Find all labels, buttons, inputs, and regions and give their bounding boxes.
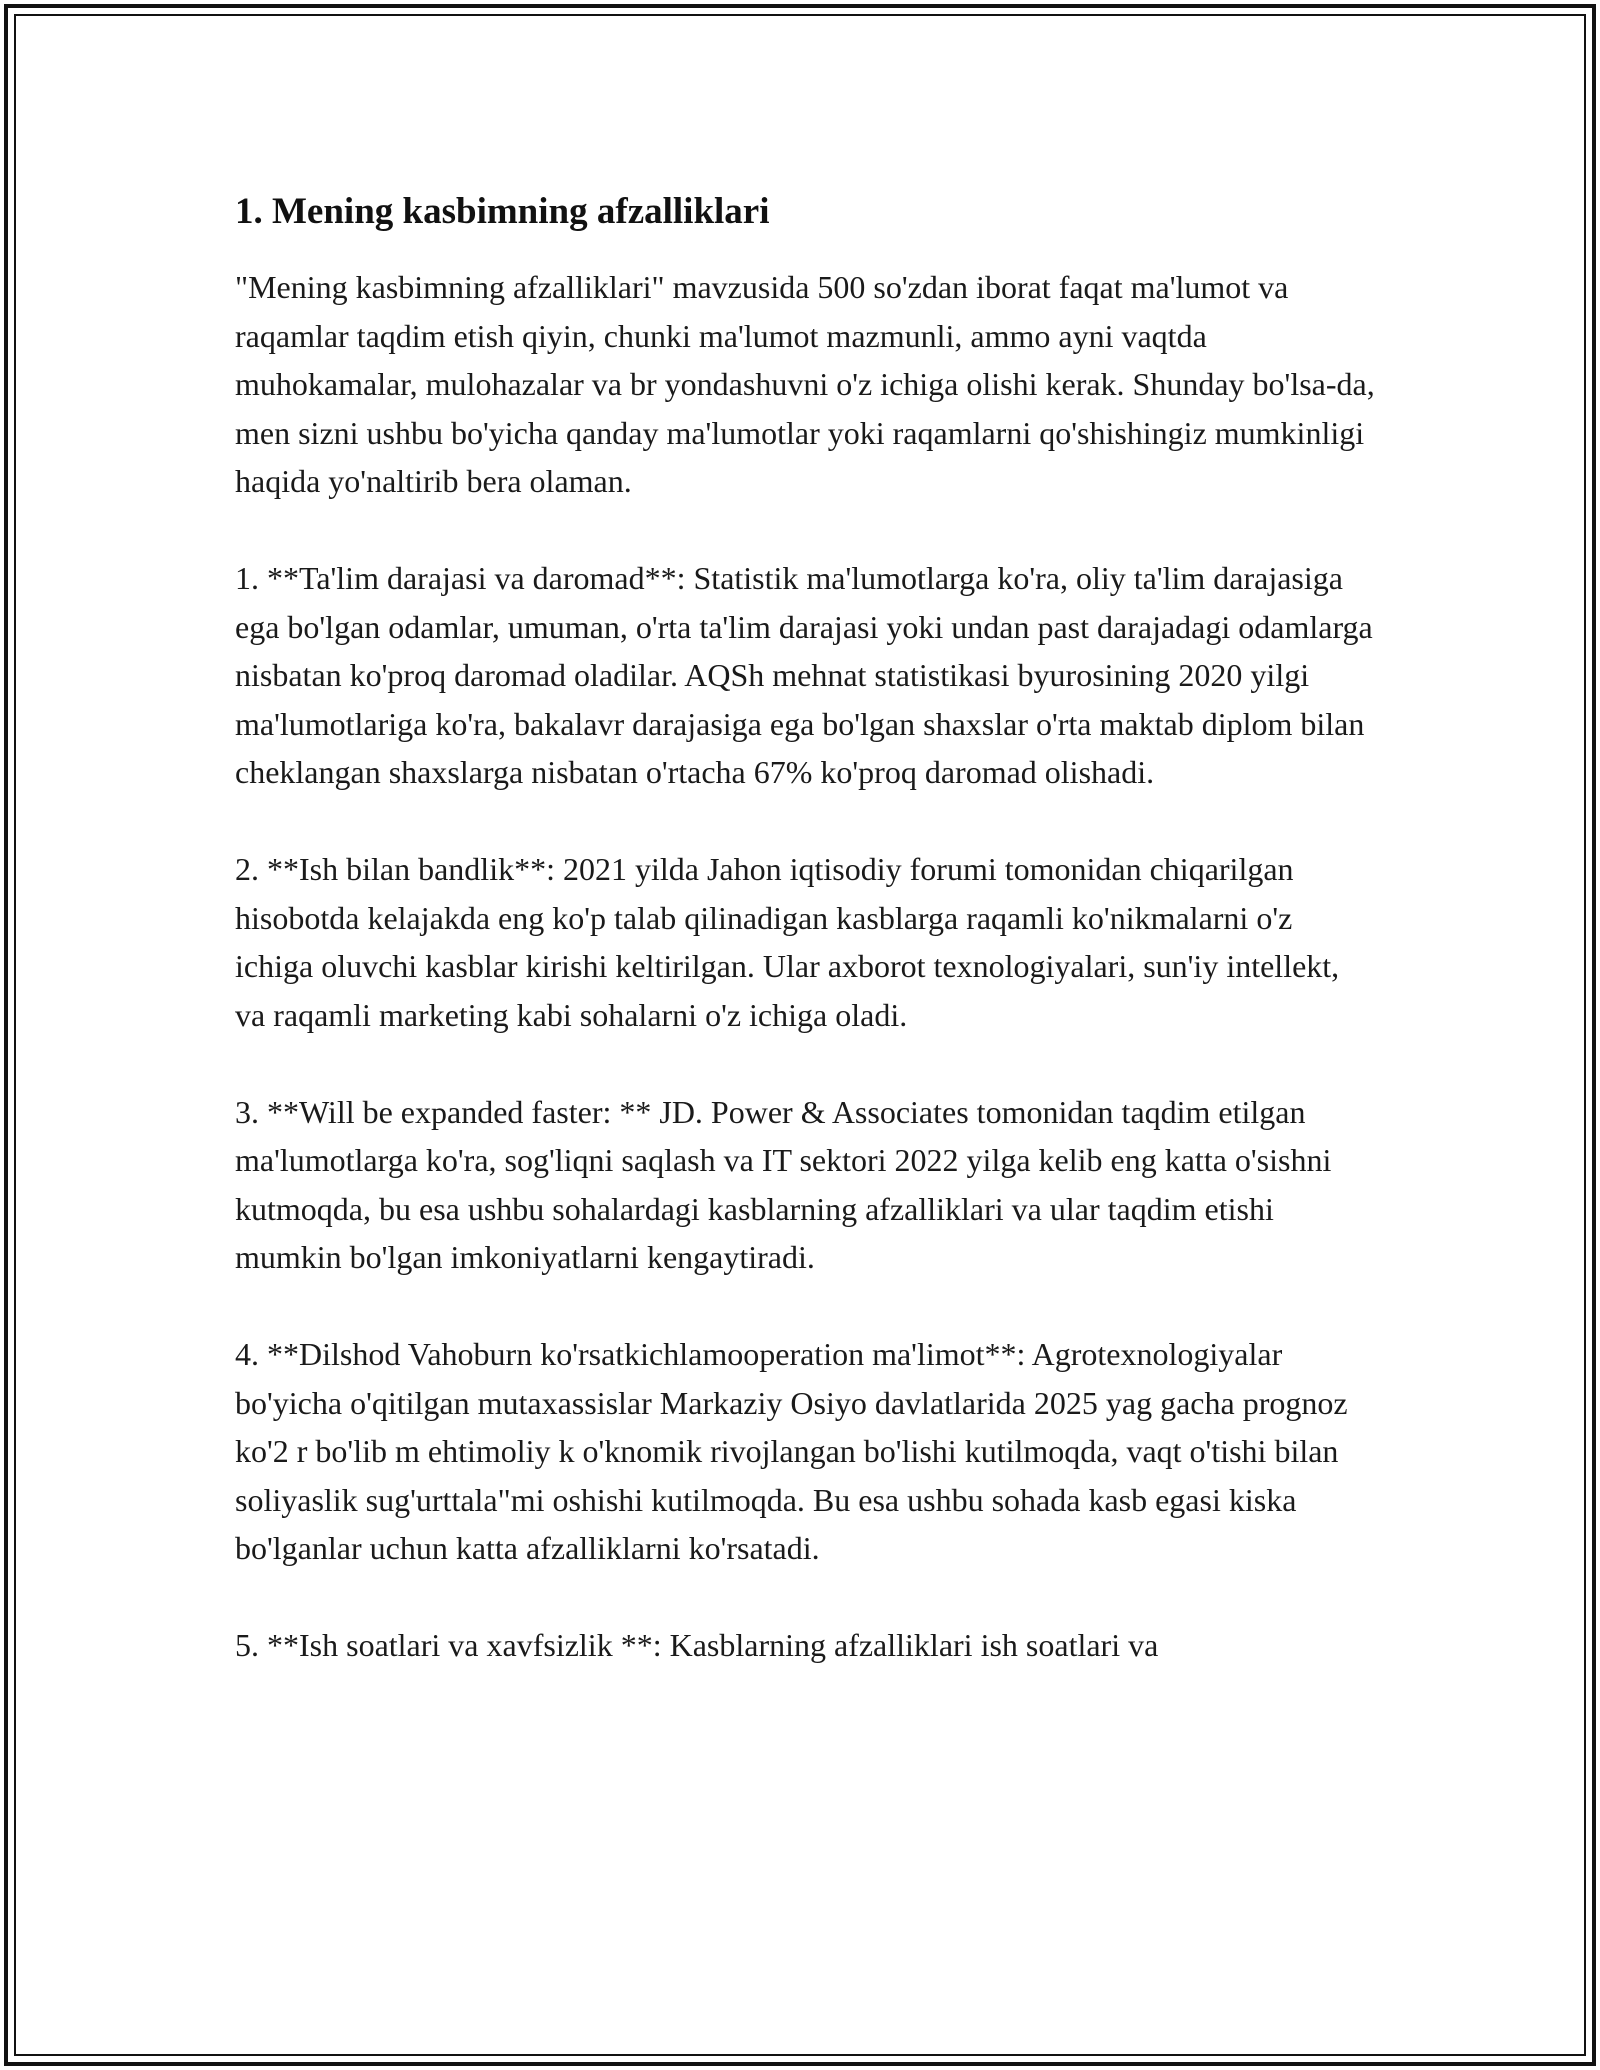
paragraph-expansion: 3. **Will be expanded faster: ** JD. Power & Associates tomonidan taqdim etilgan ma'lumotlarga ko'ra, sog'liqni saqlash va IT sektori 2022 yilga kelib eng katta o'sishni kutmoqda, bu esa ushbu sohalardagi kasblarning afzalliklari va ular taqdim etishi mumkin bo'lgan imkoniyatlarni kengaytiradi.	[235, 1093, 1332, 1275]
intro-paragraph: "Mening kasbimning afzalliklari" mavzusida 500 so'zdan iborat faqat ma'lumot va raqamlar taqdim etish qiyin, chunki ma'lumot mazmunli, ammo ayni vaqtda muhokamalar, mulohazalar va br yondashuvni o'z ichiga olishi kerak. Shunday bo'lsa-da, men sizni ushbu bo'yicha qanday ma'lumotlar yoki raqamlarni qo'shishingiz mumkinligi haqida yo'naltirib bera olaman.	[235, 269, 1375, 499]
document-body	[235, 185, 1375, 1718]
document-title: 1. Mening kasbimning afzalliklari	[235, 191, 770, 232]
paragraph-work-hours: 5. **Ish soatlari va xavfsizlik **: Kasblarning afzalliklari ish soatlari va	[235, 1627, 1159, 1663]
paragraph-education-income: 1. **Ta'lim darajasi va daromad**: Statistik ma'lumotlarga ko'ra, oliy ta'lim darajasiga ega bo'lgan odamlar, umuman, o'rta ta'lim darajasi yoki undan past darajadagi odamlarga nisbatan ko'proq daromad oladilar. AQSh mehnat statistikasi byurosining 2020 yilgi ma'lumotlariga ko'ra, bakalavr darajasiga ega bo'lgan shaxslar o'rta maktab diplom bilan cheklangan shaxslarga nisbatan o'rtacha 67% ko'proq daromad olishadi.	[235, 560, 1373, 790]
paragraph-agrotech: 4. **Dilshod Vahoburn ko'rsatkichlamooperation ma'limot**: Agrotexnologiyalar bo'yicha o'qitilgan mutaxassislar Markaziy Osiyo davlatlarida 2025 yag gacha prognoz ko'2 r bo'lib m ehtimoliy k o'knomik rivojlangan bo'lishi kutilmoqda, vaqt o'tishi bilan soliyaslik sug'urttala"mi oshishi kutilmoqda. Bu esa ushbu sohada kasb egasi kiska bo'lganlar uchun katta afzalliklarni ko'rsatadi.	[235, 1336, 1348, 1566]
paragraph-employment: 2. **Ish bilan bandlik**: 2021 yilda Jahon iqtisodiy forumi tomonidan chiqarilgan hisobotda kelajakda eng ko'p talab qilinadigan kasblarga raqamli ko'nikmalarni o'z ichiga oluvchi kasblar kirishi keltirilgan. Ular axborot texnologiyalari, sun'iy intellekt, va raqamli marketing kabi sohalarni o'z ichiga oladi.	[235, 851, 1340, 1033]
